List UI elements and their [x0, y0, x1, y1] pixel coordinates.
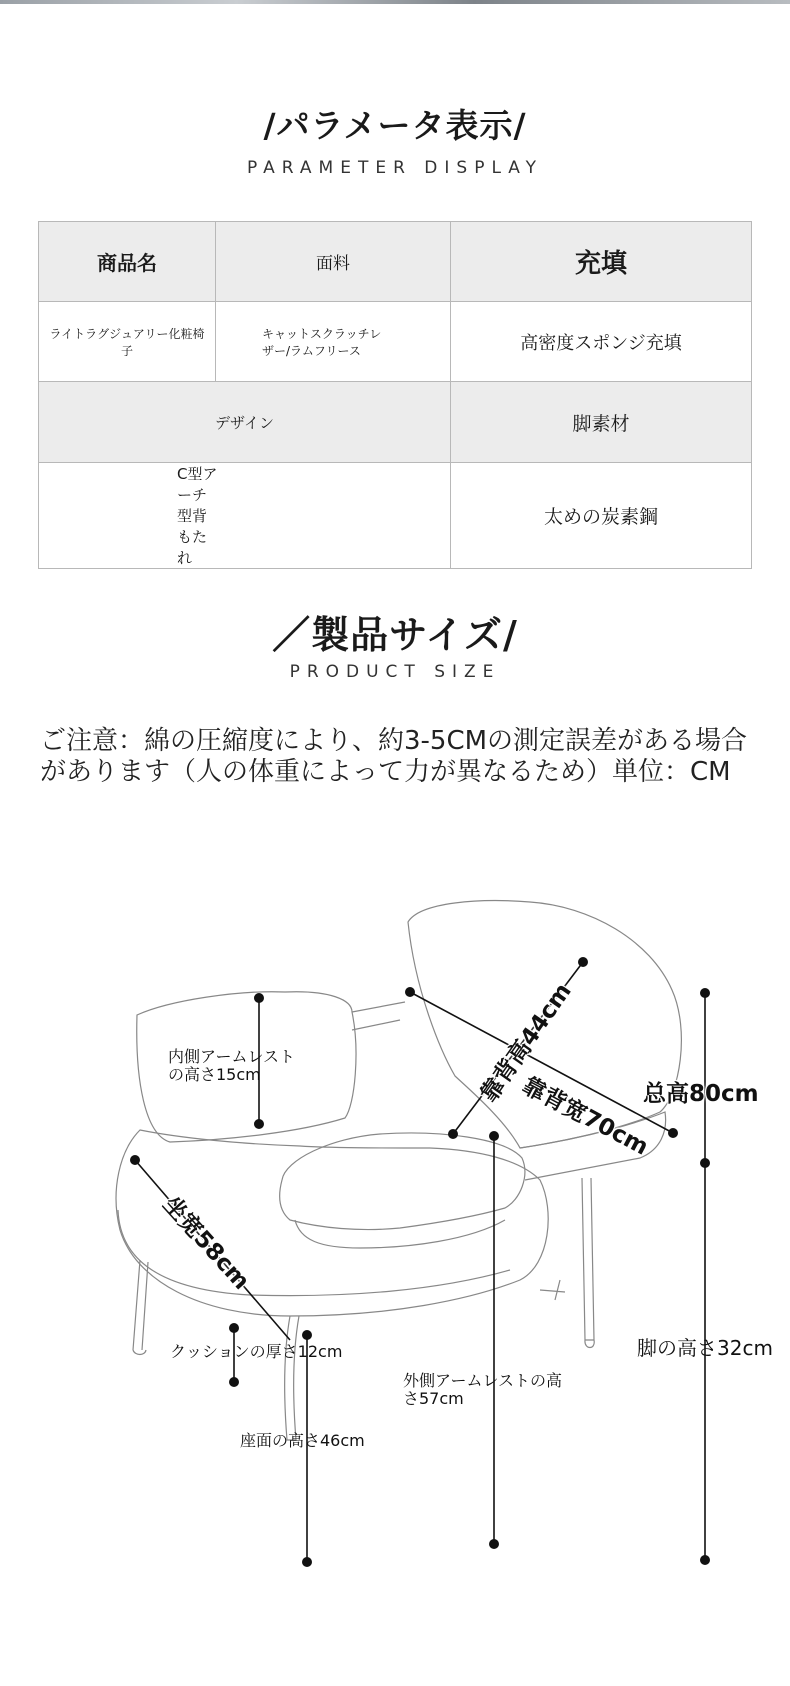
table-row: [39, 222, 752, 302]
cushion-thickness-label: クッションの厚さ12cm: [170, 1342, 343, 1361]
header-leg-material: 脚素材: [451, 382, 752, 463]
seat-width-label: 坐宽58cm: [157, 1191, 255, 1295]
back-height-label: 靠背高44cm: [475, 978, 577, 1108]
leg-material-value: 太めの炭素鋼: [451, 463, 752, 569]
header-design: デザイン: [39, 382, 451, 463]
total-height-label: 总高80cm: [643, 1081, 759, 1107]
top-decor-strip: [0, 0, 790, 4]
header-product-name: 商品名: [39, 222, 216, 302]
inner-armrest-label: 内側アームレストの高さ15cm: [168, 1047, 296, 1084]
parameter-subtitle: PARAMETER DISPLAY: [247, 158, 543, 178]
header-fabric: 面料: [216, 222, 451, 302]
outer-armrest-label: 外側アームレストの高さ57cm: [403, 1371, 563, 1408]
product-name-value: ライトラグジュアリー化粧椅子: [39, 302, 216, 382]
fabric-value: キャットスクラッチレザー/ラムフリース: [216, 302, 451, 382]
design-value: C型アーチ型背もたれ: [39, 463, 451, 569]
header-filling: 充填: [451, 222, 752, 302]
back-width-label: 靠背宽70cm: [517, 1072, 653, 1161]
parameter-title: /パラメータ表示/: [263, 106, 527, 145]
chair-dimension-diagram: [0, 880, 790, 1686]
table-row: [39, 302, 752, 382]
filling-value: 高密度スポンジ充填: [451, 302, 752, 382]
parameter-table: [38, 221, 752, 569]
table-row: [39, 463, 752, 569]
product-size-subtitle: PRODUCT SIZE: [289, 662, 501, 682]
product-size-title: ／製品サイズ/: [272, 613, 518, 657]
table-row: [39, 382, 752, 463]
seat-height-label: 座面の高さ46cm: [240, 1431, 365, 1450]
measurement-note: ご注意：綿の圧縮度により、約3-5CMの測定誤差がある場合があります（人の体重によって力が異なるため）単位：CM: [40, 726, 748, 787]
leg-height-label: 脚の高さ32cm: [637, 1336, 773, 1360]
